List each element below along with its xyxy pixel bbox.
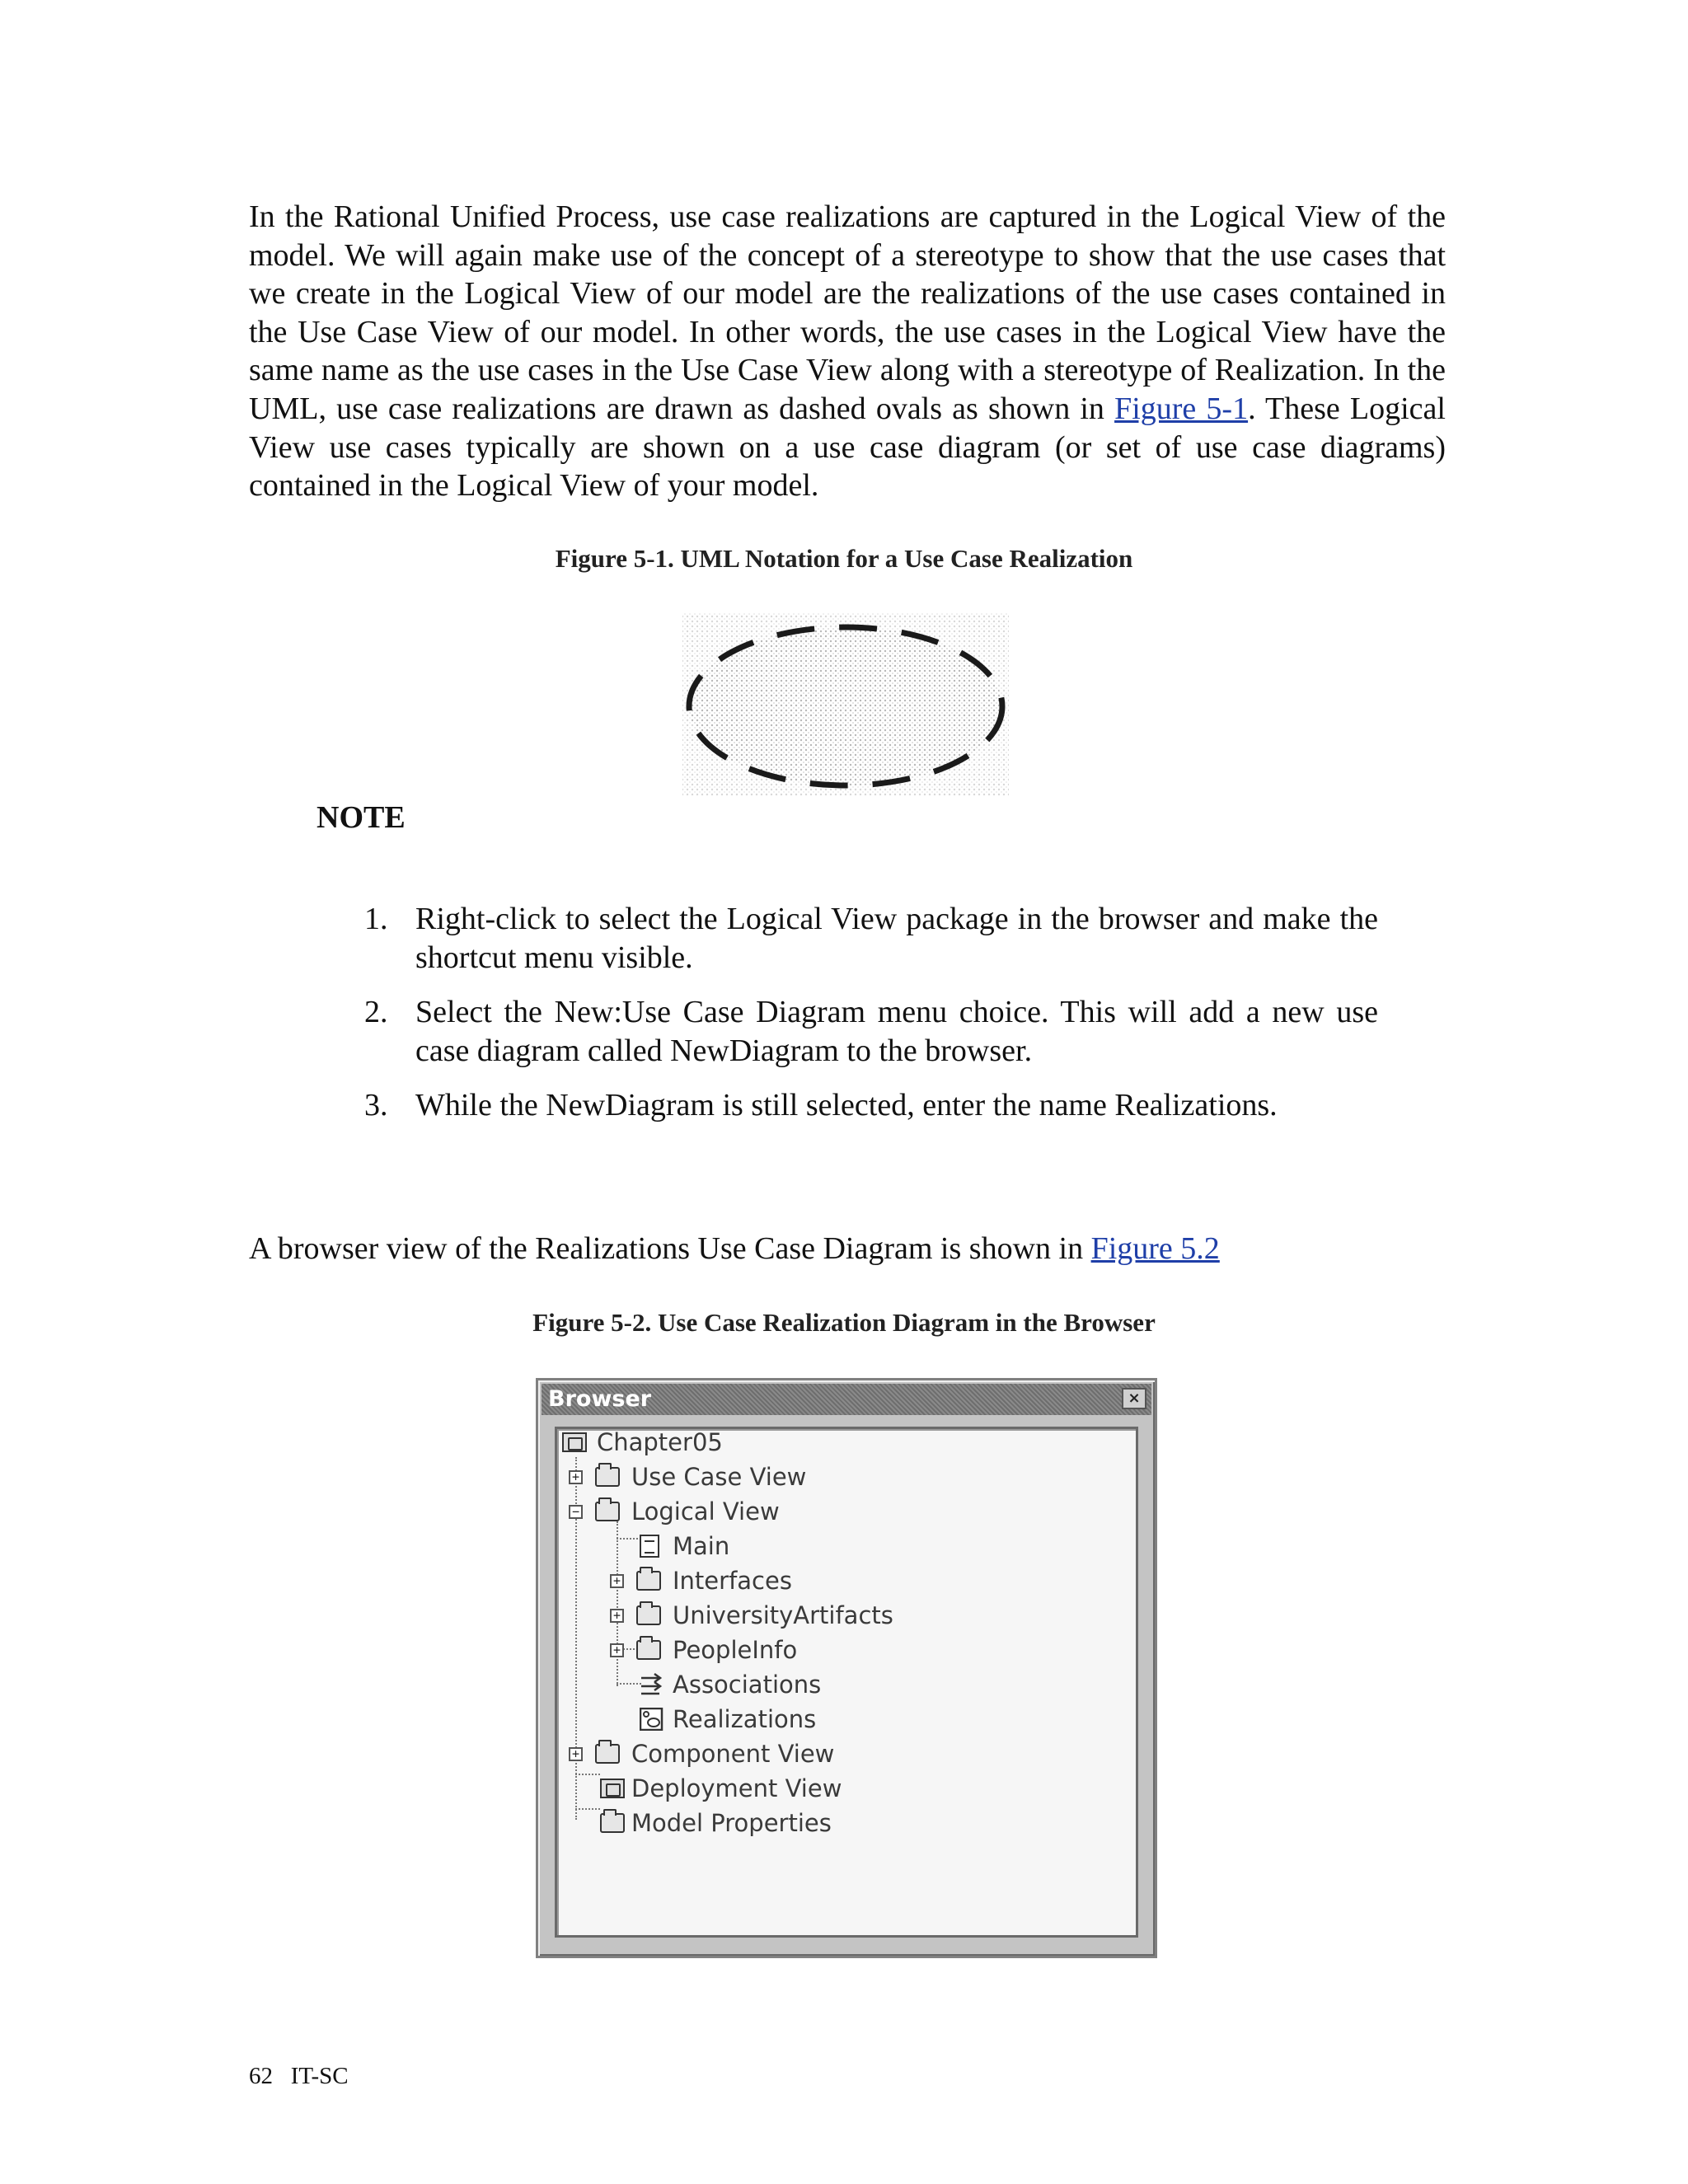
folder-icon	[636, 1605, 661, 1625]
browser-title-bar[interactable]	[542, 1384, 1151, 1415]
tree-item-university-artifacts[interactable]	[557, 1599, 1136, 1632]
step-item	[356, 1086, 1378, 1125]
folder-icon	[636, 1571, 661, 1591]
page-footer	[249, 2063, 349, 2090]
tree-item-label: Chapter05	[597, 1428, 723, 1456]
step-text: Right-click to select the Logical View package in the browser and make the shortcut menu visible.	[415, 902, 1378, 975]
expand-plus-icon[interactable]: +	[569, 1747, 583, 1761]
expand-plus-icon[interactable]: +	[569, 1470, 583, 1484]
step-number: 1.	[364, 902, 388, 936]
figure-5-2-caption: Figure 5-2. Use Case Realization Diagram in the Browser	[532, 1308, 1156, 1337]
tree-item-realizations[interactable]	[557, 1703, 1136, 1736]
step-number: 2.	[364, 995, 388, 1030]
tree-item-label: Main	[673, 1532, 730, 1560]
tree-item-label: Deployment View	[631, 1774, 842, 1802]
model-icon	[562, 1432, 587, 1452]
tree-item-deployment-view[interactable]	[557, 1772, 1136, 1805]
intro-paragraph	[249, 198, 1446, 505]
tree-item-logical-view[interactable]	[557, 1495, 1136, 1528]
steps-list	[356, 900, 1378, 1141]
note-heading: NOTE	[316, 800, 406, 835]
tree-item-model-properties[interactable]	[557, 1807, 1136, 1840]
tree-item-label: Component View	[631, 1740, 835, 1768]
tree-item-label: Logical View	[631, 1497, 780, 1526]
step-text: While the NewDiagram is still selected, enter the name Realizations.	[415, 1088, 1278, 1123]
folder-icon	[595, 1467, 620, 1487]
tree-item-label: PeopleInfo	[673, 1636, 798, 1664]
tree-item-label: Model Properties	[631, 1809, 832, 1837]
tree-item-chapter05[interactable]	[557, 1426, 1136, 1459]
tree-item-label: Associations	[673, 1671, 822, 1699]
deployment-icon	[600, 1779, 625, 1798]
page-number: 62	[249, 2063, 273, 2089]
use-case-diagram-icon	[640, 1708, 664, 1731]
tree-item-label: Interfaces	[673, 1567, 792, 1595]
diagram-icon	[640, 1535, 659, 1558]
properties-folder-icon	[600, 1813, 625, 1833]
use-case-realization-oval	[681, 610, 1010, 799]
footer-label: IT-SC	[290, 2063, 349, 2089]
collapse-minus-icon[interactable]: −	[569, 1505, 583, 1519]
dashed-oval	[689, 627, 1002, 785]
tree-item-label: Realizations	[673, 1705, 817, 1733]
tree-item-people-info[interactable]	[557, 1633, 1136, 1666]
step-item	[356, 993, 1378, 1070]
tree-item-component-view[interactable]	[557, 1737, 1136, 1770]
browser-view-text: A browser view of the Realizations Use Case Diagram is shown in	[249, 1231, 1091, 1266]
expand-plus-icon[interactable]: +	[610, 1574, 624, 1588]
browser-tree	[555, 1427, 1138, 1938]
figure-5-1-caption: Figure 5-1. UML Notation for a Use Case Realization	[555, 544, 1133, 573]
intro-text-1: In the Rational Unified Process, use case realizations are captured in the Logical View of the model. We will again make use of the concept of a stereotype to show that the use cases that we create in the Logical View of our model are the realizations of the use cases contained in the Use Case View of our model. In other words, the use cases in the Logical View have the same name as the use cases in the Use Case View along with a stereotype of Realization. In the UML, use case realizations are drawn as dashed ovals as shown in	[249, 199, 1446, 426]
tree-item-associations[interactable]	[557, 1668, 1136, 1701]
intro-text-2: . These Logical View use cases typically are shown on a use case diagram (or set of use case diagrams) contained in the Logical View of your model.	[249, 391, 1446, 504]
tree-item-use-case-view[interactable]	[557, 1460, 1136, 1493]
tree-item-main[interactable]	[557, 1530, 1136, 1563]
figure-5-1-link[interactable]: Figure 5-1	[1114, 391, 1249, 426]
step-item	[356, 900, 1378, 977]
folder-icon	[595, 1744, 620, 1764]
tree-item-interfaces[interactable]	[557, 1564, 1136, 1597]
tree-item-label: UniversityArtifacts	[673, 1601, 893, 1629]
expand-plus-icon[interactable]: +	[610, 1609, 624, 1623]
folder-icon	[636, 1640, 661, 1660]
step-text: Select the New:Use Case Diagram menu choice. This will add a new use case diagram called NewDiagram to the browser.	[415, 995, 1378, 1068]
browser-window	[536, 1378, 1157, 1958]
browser-view-sentence	[249, 1230, 1220, 1268]
expand-plus-icon[interactable]: +	[610, 1643, 624, 1657]
close-button[interactable]: ×	[1122, 1388, 1146, 1409]
associations-icon	[640, 1673, 664, 1696]
figure-5-2-link[interactable]: Figure 5.2	[1090, 1231, 1220, 1266]
folder-icon	[595, 1502, 620, 1521]
browser-title: Browser	[548, 1386, 652, 1412]
step-number: 3.	[364, 1088, 388, 1123]
tree-item-label: Use Case View	[631, 1463, 807, 1491]
